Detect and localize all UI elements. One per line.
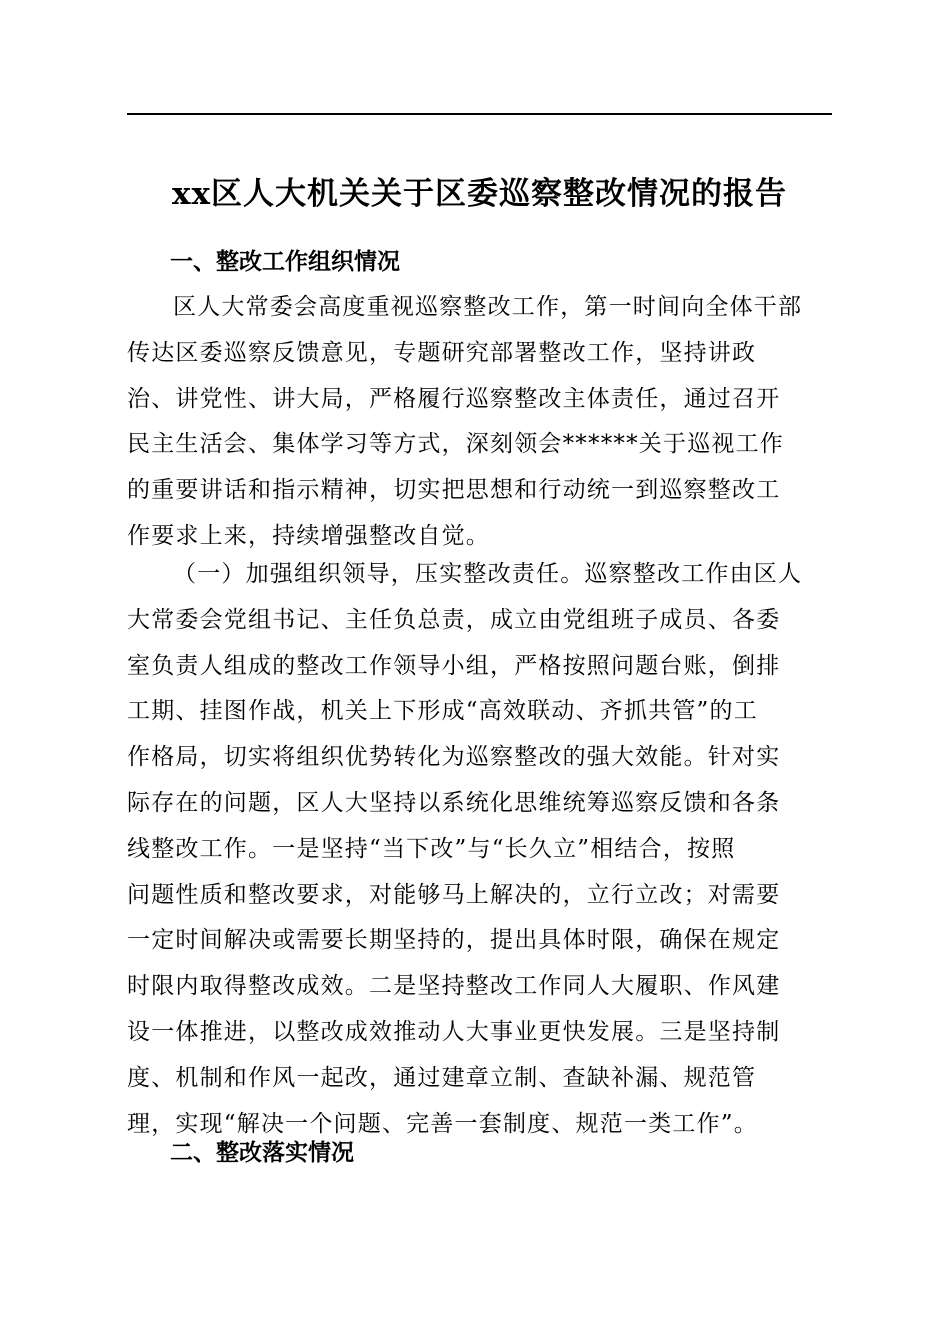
paragraph-line: 问题性质和整改要求，对能够马上解决的，立行立改；对需要: [127, 881, 781, 908]
paragraph-2: [127, 552, 832, 1147]
paragraph-line: 区人大常委会高度重视巡察整改工作，第一时间向全体干部: [173, 294, 803, 320]
paragraph-line: 作要求上来，持续增强整改自觉。: [127, 522, 490, 549]
paragraph-line: 治、讲党性、讲大局，严格履行巡察整改主体责任，通过召开: [127, 385, 781, 412]
paragraph-line: 传达区委巡察反馈意见，专题研究部署整改工作，坚持讲政: [127, 339, 757, 366]
paragraph-line: 大常委会党组书记、主任负总责，成立由党组班子成员、各委: [127, 606, 781, 633]
paragraph-line: 室负责人组成的整改工作领导小组，严格按照问题台账，倒排: [127, 652, 781, 679]
paragraph-line: （一）加强组织领导，压实整改责任。巡察整改工作由区人: [173, 561, 803, 587]
paragraph-line: 作格局，切实将组织优势转化为巡察整改的强大效能。针对实: [127, 744, 781, 771]
paragraph-1: [127, 285, 832, 560]
paragraph-line: 时限内取得整改成效。二是坚持整改工作同人大履职、作风建: [127, 973, 781, 1000]
paragraph-line: 设一体推进，以整改成效推动人大事业更快发展。三是坚持制: [127, 1018, 781, 1045]
paragraph-line: 际存在的问题，区人大坚持以系统化思维统筹巡察反馈和各条: [127, 789, 781, 816]
header-rule: [127, 113, 832, 115]
paragraph-line: 一定时间解决或需要长期坚持的，提出具体时限，确保在规定: [127, 927, 781, 954]
paragraph-line: 线整改工作。一是坚持“当下改”与“长久立”相结合，按照: [127, 835, 736, 862]
section-heading-2: 二、整改落实情况: [170, 1139, 354, 1166]
paragraph-line: 工期、挂图作战，机关上下形成“高效联动、齐抓共管”的工: [127, 698, 758, 725]
paragraph-line: 度、机制和作风一起改，通过建章立制、查缺补漏、规范管: [127, 1064, 757, 1091]
paragraph-line: 民主生活会、集体学习等方式，深刻领会******关于巡视工作: [127, 431, 784, 458]
document-title: xx区人大机关关于区委巡察整改情况的报告: [172, 176, 787, 212]
section-heading-1: 一、整改工作组织情况: [170, 248, 400, 275]
paragraph-line: 的重要讲话和指示精神，切实把思想和行动统一到巡察整改工: [127, 477, 781, 504]
paragraph-line: 理，实现“解决一个问题、完善一套制度、规范一类工作”。: [127, 1110, 758, 1137]
